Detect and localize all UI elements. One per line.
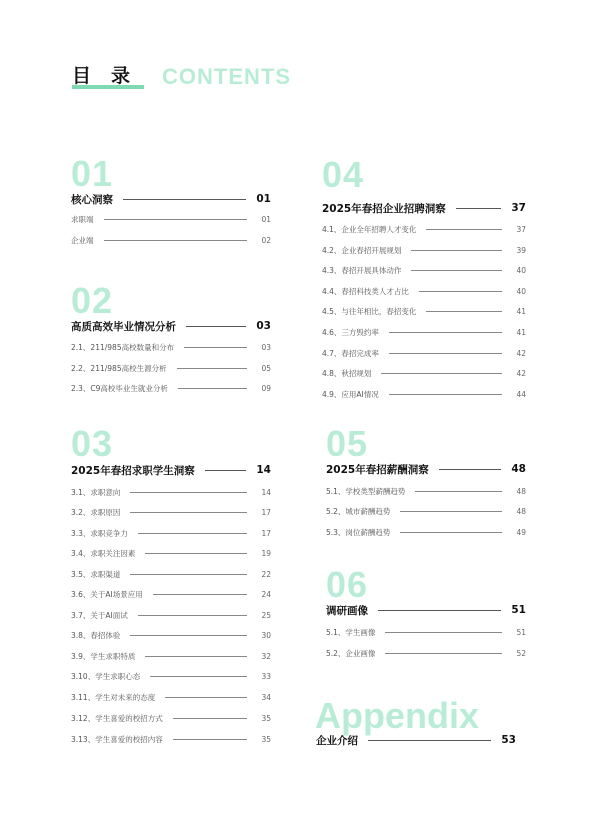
leader-line [173, 739, 247, 740]
toc-main-entry[interactable] [71, 319, 271, 333]
entry-label: 3.8、春招体验 [71, 630, 121, 640]
toc-sub-entry[interactable] [71, 690, 271, 704]
entry-title: 2025年春招薪酬洞察 [326, 463, 429, 476]
toc-main-entry[interactable] [71, 463, 271, 477]
leader-line [415, 491, 502, 492]
leader-line [426, 311, 502, 312]
leader-line [130, 574, 247, 575]
entry-label: 3.6、关于AI场景应用 [71, 589, 143, 599]
section-number: 04 [322, 154, 365, 195]
leader-line [439, 469, 502, 470]
entry-label: 3.11、学生对未来的态度 [71, 692, 156, 702]
entry-title: 高质高效毕业情况分析 [71, 320, 176, 333]
entry-page: 37 [516, 224, 526, 234]
entry-page: 33 [261, 671, 271, 681]
leader-line [389, 353, 502, 354]
leader-line [411, 270, 502, 271]
toc-sub-entry[interactable] [322, 304, 526, 318]
entry-label: 3.7、关于AI面试 [71, 610, 128, 620]
leader-line [138, 615, 247, 616]
entry-label: 4.9、应用AI情况 [322, 389, 379, 399]
entry-page: 01 [261, 214, 271, 224]
section-05 [326, 423, 526, 546]
toc-sub-entry[interactable] [71, 340, 271, 354]
toc-sub-entry[interactable] [322, 263, 526, 277]
toc-sub-entry[interactable] [322, 243, 526, 257]
section-number: 05 [326, 423, 369, 464]
leader-line [419, 291, 502, 292]
entry-page: 48 [511, 463, 526, 475]
toc-sub-entry[interactable] [71, 732, 271, 746]
section-01 [71, 153, 271, 256]
toc-sub-entry[interactable] [71, 649, 271, 663]
section-06 [326, 564, 526, 667]
toc-main-entry[interactable] [326, 462, 526, 476]
leader-line [123, 199, 246, 200]
toc-sub-entry[interactable] [71, 587, 271, 601]
entry-page: 40 [516, 286, 526, 296]
entry-page: 35 [261, 713, 271, 723]
entry-label: 3.5、求职渠道 [71, 569, 121, 579]
entry-label: 4.3、春招开展具体动作 [322, 265, 402, 275]
leader-line [130, 635, 247, 636]
leader-line [145, 656, 247, 657]
entry-label: 3.3、求职竞争力 [71, 528, 128, 538]
entry-page: 53 [501, 734, 516, 746]
toc-sub-entry[interactable] [326, 625, 526, 639]
entry-page: 48 [516, 486, 526, 496]
toc-sub-entry[interactable] [71, 212, 271, 226]
entry-label: 4.7、春招完成率 [322, 348, 379, 358]
toc-sub-entry[interactable] [71, 608, 271, 622]
entry-page: 09 [261, 383, 271, 393]
entry-label: 3.10、学生求职心态 [71, 671, 141, 681]
entry-page: 48 [516, 506, 526, 516]
entry-label: 3.12、学生喜爱的校招方式 [71, 713, 163, 723]
entry-label: 5.2、城市薪酬趋势 [326, 506, 391, 516]
entry-page: 03 [256, 320, 271, 332]
entry-page: 52 [516, 648, 526, 658]
leader-line [130, 492, 247, 493]
leader-line [389, 394, 502, 395]
entry-page: 17 [261, 507, 271, 517]
leader-line [385, 653, 502, 654]
entry-title: 调研画像 [326, 604, 368, 617]
entry-page: 14 [256, 464, 271, 476]
toc-sub-entry[interactable] [322, 222, 526, 236]
entry-label: 3.4、求职关注因素 [71, 548, 136, 558]
leader-line [378, 610, 501, 611]
toc-sub-entry[interactable] [71, 567, 271, 581]
leader-line [400, 532, 502, 533]
page-title-cn: 目录 [72, 65, 151, 87]
entry-page: 35 [261, 734, 271, 744]
leader-line [205, 470, 247, 471]
entry-page: 14 [261, 487, 271, 497]
entry-page: 51 [516, 627, 526, 637]
toc-sub-entry[interactable] [71, 669, 271, 683]
entry-label: 5.1、学校类型薪酬趋势 [326, 486, 406, 496]
leader-line [165, 697, 247, 698]
entry-page: 24 [261, 589, 271, 599]
entry-label: 5.3、岗位薪酬趋势 [326, 527, 391, 537]
entry-page: 30 [261, 630, 271, 640]
entry-page: 40 [516, 265, 526, 275]
entry-label: 4.1、企业全年招聘人才变化 [322, 224, 417, 234]
entry-page: 51 [511, 604, 526, 616]
leader-line [184, 347, 247, 348]
leader-line [104, 240, 248, 241]
entry-label: 2.1、211/985高校数量和分布 [71, 342, 175, 352]
toc-sub-entry[interactable] [322, 346, 526, 360]
toc-main-entry[interactable] [322, 201, 526, 215]
leader-line [426, 229, 502, 230]
entry-label: 3.9、学生求职特质 [71, 651, 136, 661]
entry-label: 3.1、求职意向 [71, 487, 121, 497]
entry-label: 4.4、春招科技类人才占比 [322, 286, 409, 296]
leader-line [145, 553, 247, 554]
toc-sub-entry[interactable] [71, 381, 271, 395]
entry-page: 42 [516, 368, 526, 378]
entry-page: 17 [261, 528, 271, 538]
leader-line [177, 368, 247, 369]
leader-line [138, 533, 247, 534]
entry-page: 19 [261, 548, 271, 558]
entry-label: 2.2、211/985高校生源分析 [71, 363, 167, 373]
toc-sub-entry[interactable] [322, 387, 526, 401]
leader-line [104, 219, 248, 220]
entry-label: 4.8、秋招规划 [322, 368, 372, 378]
page-title-en: CONTENTS [162, 64, 291, 89]
entry-page: 01 [256, 193, 271, 205]
toc-sub-entry[interactable] [71, 233, 271, 247]
entry-title: 企业介绍 [316, 734, 358, 747]
appendix-section [316, 733, 516, 749]
toc-sub-entry[interactable] [322, 366, 526, 380]
entry-page: 03 [261, 342, 271, 352]
leader-line [153, 594, 247, 595]
leader-line [130, 512, 247, 513]
entry-title: 2025年春招求职学生洞察 [71, 464, 195, 477]
toc-main-entry[interactable] [316, 733, 516, 747]
entry-label: 4.5、与往年相比，春招变化 [322, 306, 417, 316]
entry-label: 求职端 [71, 214, 94, 224]
entry-page: 32 [261, 651, 271, 661]
entry-label: 3.13、学生喜爱的校招内容 [71, 734, 163, 744]
section-number: 02 [71, 280, 114, 321]
toc-sub-entry[interactable] [322, 284, 526, 298]
toc-main-entry[interactable] [326, 603, 526, 617]
entry-page: 41 [516, 327, 526, 337]
section-02 [71, 280, 271, 403]
leader-line [400, 511, 502, 512]
leader-line [411, 250, 502, 251]
leader-line [178, 388, 247, 389]
entry-page: 02 [261, 235, 271, 245]
toc-sub-entry[interactable] [322, 325, 526, 339]
leader-line [368, 740, 491, 741]
toc-sub-entry[interactable] [71, 546, 271, 560]
entry-label: 3.2、求职原因 [71, 507, 121, 517]
leader-line [381, 373, 502, 374]
section-number: 03 [71, 423, 114, 464]
toc-sub-entry[interactable] [326, 525, 526, 539]
entry-page: 37 [511, 202, 526, 214]
leader-line [456, 208, 502, 209]
entry-label: 企业端 [71, 235, 94, 245]
entry-page: 34 [261, 692, 271, 702]
entry-label: 4.2、企业春招开展规划 [322, 245, 402, 255]
toc-sub-entry[interactable] [71, 628, 271, 642]
entry-page: 25 [261, 610, 271, 620]
toc-sub-entry[interactable] [326, 646, 526, 660]
entry-label: 4.6、三方毁约率 [322, 327, 379, 337]
entry-label: 2.3、C9高校毕业生就业分析 [71, 383, 168, 393]
toc-sub-entry[interactable] [71, 505, 271, 519]
leader-line [389, 332, 502, 333]
toc-sub-entry[interactable] [326, 484, 526, 498]
toc-sub-entry[interactable] [71, 526, 271, 540]
section-number: 01 [71, 153, 114, 194]
appendix-title: Appendix [315, 695, 480, 736]
entry-page: 49 [516, 527, 526, 537]
entry-page: 39 [516, 245, 526, 255]
entry-label: 5.1、学生画像 [326, 627, 376, 637]
entry-page: 41 [516, 306, 526, 316]
entry-page: 22 [261, 569, 271, 579]
toc-sub-entry[interactable] [71, 361, 271, 375]
toc-sub-entry[interactable] [71, 485, 271, 499]
section-04 [322, 154, 526, 407]
entry-page: 05 [261, 363, 271, 373]
leader-line [173, 718, 247, 719]
entry-label: 5.2、企业画像 [326, 648, 376, 658]
toc-main-entry[interactable] [71, 192, 271, 206]
entry-page: 42 [516, 348, 526, 358]
toc-sub-entry[interactable] [326, 504, 526, 518]
leader-line [150, 676, 247, 677]
section-number: 06 [326, 564, 369, 605]
toc-sub-entry[interactable] [71, 711, 271, 725]
entry-page: 44 [516, 389, 526, 399]
section-03 [71, 423, 271, 746]
entry-title: 2025年春招企业招聘洞察 [322, 202, 446, 215]
entry-title: 核心洞察 [71, 193, 113, 206]
leader-line [186, 326, 246, 327]
leader-line [385, 632, 502, 633]
